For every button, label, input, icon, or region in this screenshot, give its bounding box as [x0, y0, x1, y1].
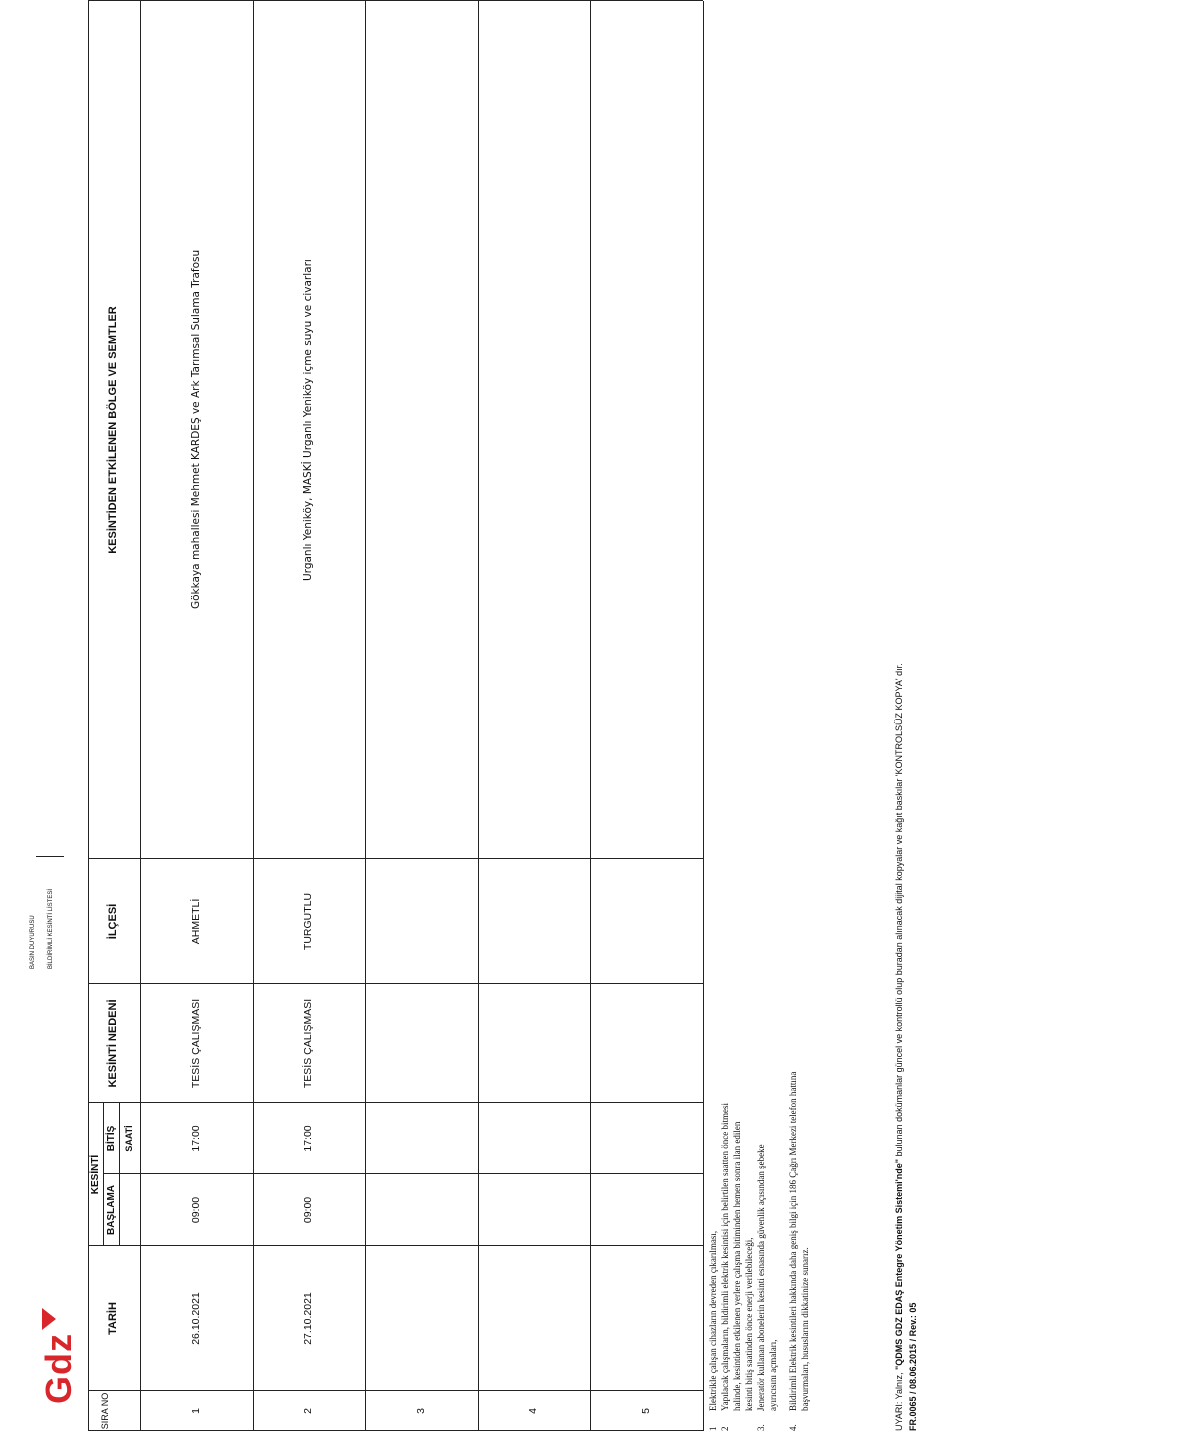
- col-saati: SAATİ: [124, 1125, 134, 1152]
- col-kesinti: KESİNTİ: [90, 1154, 101, 1195]
- col-kesinti-nedeni: KESİNTİ NEDENİ: [107, 999, 119, 1088]
- row-no: 3: [415, 1408, 427, 1414]
- row-tarih: 27.10.2021: [302, 1292, 314, 1345]
- form-code: FR.0065 / 08.06.2015 / Rev.: 05: [908, 1302, 918, 1431]
- row-neden: TESİS ÇALIŞMASI: [302, 998, 314, 1089]
- row-no: 5: [640, 1408, 652, 1414]
- row-no: 2: [302, 1408, 314, 1414]
- footer-warning: UYARI: Yalnız, "QDMS GDZ EDAŞ Entegre Yönetim Sistemi'nde" bulunan dokümanlar güncel ve kontrollü olup buradan alınacak dijital kopyalar ve kağıt baskılar 'KONTROLSÜZ KOPYA' dır.: [894, 663, 904, 1431]
- row-no: 1: [190, 1408, 202, 1414]
- row-ilce: AHMETLİ: [190, 898, 202, 945]
- gdz-logo-text: Gdz: [38, 1333, 79, 1404]
- gdz-logo: [38, 1294, 78, 1404]
- row-ilce: TURGUTLU: [302, 892, 314, 951]
- note-line: ayırıcısını açmaları,: [768, 1339, 778, 1411]
- row-bitis: 17:00: [302, 1125, 314, 1152]
- note-line: 2Yapılacak çalışmaların, bildirimli elektrik kesintisi için belirtilen saatten önce bitmesi: [720, 1102, 730, 1431]
- note-line: kesinti bitiş saatinden önce enerji verilebileceği,: [744, 1237, 754, 1411]
- note-line: 1Elektrikle çalışan cihazların devreden çıkarılması,: [708, 1230, 718, 1431]
- note-line: 3.Jeneratör kullanan abonelerin kesinti esnasında güvenlik açısından şebeke: [756, 1144, 766, 1431]
- row-bolge: Gökkaya mahallesi Mehmet KARDEŞ ve Ark Tarımsal Sulama Trafosu: [190, 249, 202, 609]
- col-sira-no: SIRA NO: [100, 1392, 110, 1430]
- row-baslama: 09:00: [190, 1196, 202, 1224]
- col-bitis: BİTİŞ: [106, 1125, 117, 1152]
- col-ilcesi: İLÇESİ: [107, 903, 119, 940]
- row-no: 4: [527, 1408, 539, 1414]
- list-title: BİLDİRİMLİ KESİNTİ LİSTESİ: [48, 888, 54, 969]
- row-bolge: Urganlı Yeniköy, MASKİ Urganlı Yeniköy içme suyu ve civarları: [302, 259, 314, 581]
- note-line: başvurmaları, hususlarını dikkatinize sunarız.: [800, 1247, 810, 1411]
- row-tarih: 26.10.2021: [190, 1292, 202, 1345]
- gdz-logo-mark-icon: [42, 1308, 56, 1330]
- col-bolge: KESİNTİDEN ETKİLENEN BÖLGE VE SEMTLER: [107, 306, 119, 554]
- col-tarih: TARİH: [107, 1302, 119, 1335]
- doc-type: BASIN DUYURUSU: [30, 915, 36, 969]
- row-neden: TESİS ÇALIŞMASI: [190, 998, 202, 1089]
- header-mark: [36, 856, 64, 857]
- note-line: 4.Bildirimli Elektrik kesintileri hakkında daha geniş bilgi için 186 Çağrı Merkezi telefon hattına: [788, 1071, 798, 1431]
- col-baslama: BAŞLAMA: [106, 1185, 117, 1235]
- note-line: halinde, kesintiden etkilenen yerlere çalışma bitiminden hemen sonra ilan edilen: [732, 1121, 742, 1411]
- row-baslama: 09:00: [302, 1196, 314, 1224]
- row-bitis: 17:00: [190, 1125, 202, 1152]
